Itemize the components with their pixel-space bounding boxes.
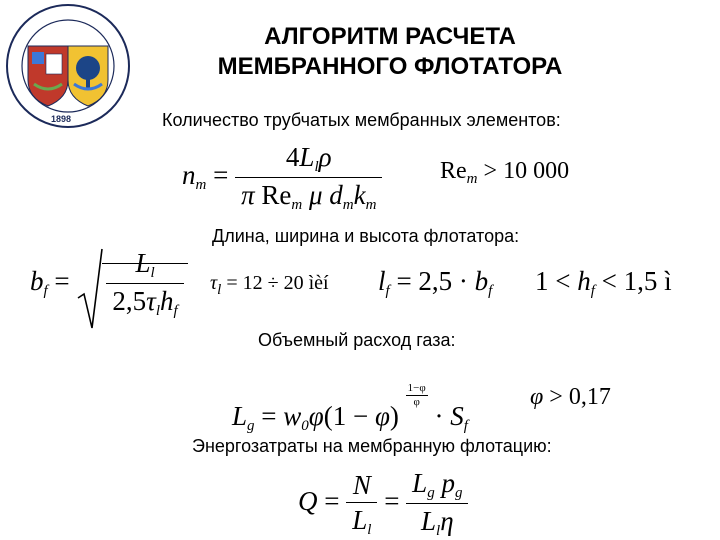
formula-reynolds-condition: $Re_m > 10$ 000 <box>440 158 570 187</box>
section-label-gas-flow: Объемный расход газа: <box>258 330 456 350</box>
section-label-energy: Энергозатраты на мембранную флотацию: <box>192 436 552 456</box>
title-line-2: МЕМБРАННОГО ФЛОТАТОРА <box>217 53 563 80</box>
page-title <box>170 22 610 82</box>
formula-membrane-count: $n_m$ = $\frac{4L_l\rho}{\pi Re_m \mu d_mk_m}$ <box>182 142 382 214</box>
emblem-year: 1898 <box>51 114 72 124</box>
title-line-1: АЛГОРИТМ РАСЧЕТА <box>264 23 516 50</box>
formula-length: $l_f = 2,5 \cdot b_f$ <box>378 266 493 299</box>
formula-energy: Q = $\frac{N}{L_l}$ = $\frac{L_g p_g}{L_l\eta}$ <box>298 468 468 540</box>
section-label-membrane-count: Количество трубчатых мембранных элементов: <box>162 110 561 130</box>
formula-tau: $\tau_l = 12 \div 20$ ìèí <box>210 272 329 298</box>
exponent-denominator: φ <box>413 396 420 408</box>
exponent-numerator: 1−φ <box>407 382 426 394</box>
membrane-count-fraction: $\frac{4L_l\rho}{\pi Re_m \mu d_mk_m}$ <box>235 142 382 214</box>
formula-phi-condition: φ > 0,17 <box>530 384 611 410</box>
section-label-dimensions: Длина, ширина и высота флотатора: <box>212 226 520 246</box>
formula-width: $b_f$ = $\frac{L_l}{2,5\tau_lh_f}$ <box>30 248 188 320</box>
formula-height-range: $1 < h_f < 1,5$ ì <box>535 266 672 299</box>
width-sqrt: $\frac{L_l}{2,5\tau_lh_f}$ <box>76 248 187 320</box>
university-emblem <box>4 2 132 130</box>
energy-fraction-1: $\frac{N}{L_l}$ <box>346 470 377 539</box>
energy-fraction-2: $\frac{L_g p_g}{L_l\eta}$ <box>406 468 468 540</box>
formula-gas-flow: $L_g = w_0\varphi(1 - \varphi)$ $\frac{1-\varphi}{\varphi}$ · $S_f$ <box>232 382 468 434</box>
